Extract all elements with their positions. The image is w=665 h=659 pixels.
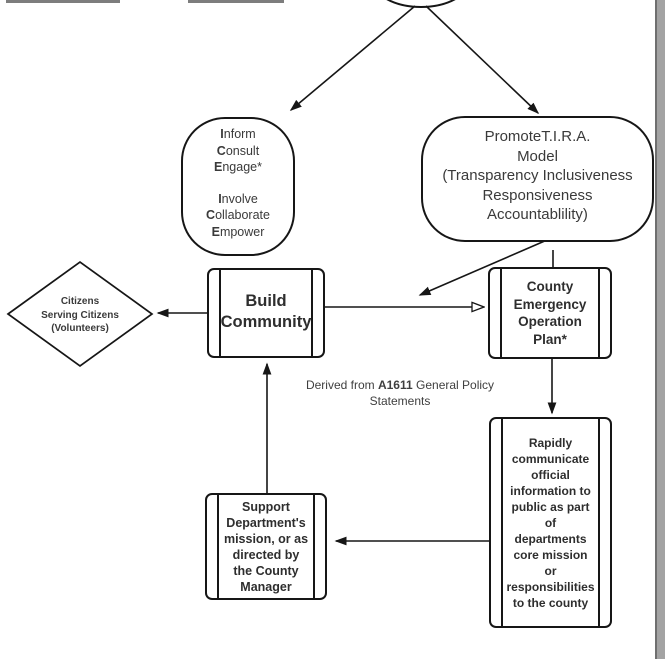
text-line: Involve <box>218 191 258 206</box>
text-line: Inform <box>220 127 256 141</box>
text-line: Empower <box>211 224 265 239</box>
build-community-node <box>207 268 325 358</box>
text-line: information to <box>510 484 591 498</box>
spectrum-spacer <box>183 176 293 191</box>
text-line: Plan* <box>533 331 567 347</box>
support-mission-node <box>205 493 327 600</box>
caption-suffix: General Policy Statements <box>369 378 495 408</box>
arrow-ellipse-to-spectrum <box>291 6 415 110</box>
text-line: Operation <box>518 314 582 329</box>
text-line: Community <box>220 313 312 331</box>
text-line: of <box>544 516 557 530</box>
volunteers-node-label <box>14 295 146 336</box>
text-line: Consult <box>216 143 260 158</box>
spectrum-node <box>181 117 295 256</box>
text-line: or <box>544 564 557 578</box>
text-line: (Transparency Inclusiveness <box>442 167 633 184</box>
text-line: official <box>531 468 570 482</box>
text-line: (Volunteers) <box>51 323 109 334</box>
caption-policy-code: A1611 <box>377 378 413 392</box>
text-line: Rapidly <box>528 436 573 450</box>
text-line: Build <box>245 292 287 310</box>
text-line: Model <box>517 147 558 165</box>
spectrum-group-1 <box>183 126 293 176</box>
build-community-text <box>209 291 323 333</box>
tira-text <box>423 127 652 225</box>
text-line: mission, or as <box>223 532 309 546</box>
text-line: County <box>526 279 574 294</box>
emergency-plan-node <box>488 267 612 359</box>
text-line: public as part <box>511 500 590 514</box>
text-line: Support <box>242 500 290 514</box>
text-line: Accountablility) <box>487 206 588 223</box>
text-line: responsibilities <box>506 580 595 594</box>
text-line: PromoteT.I.R.A. <box>484 128 591 145</box>
text-line: Collaborate <box>206 208 270 222</box>
text-line: Manager <box>240 580 292 594</box>
volunteers-text <box>14 295 146 336</box>
rapid-communication-node <box>489 417 612 628</box>
derivation-caption <box>305 377 495 409</box>
text-line: departments <box>514 532 587 546</box>
text-line: directed by <box>232 548 300 562</box>
text-line: the County <box>233 564 299 578</box>
text-line: Serving Citizens <box>41 309 119 321</box>
text-line: Citizens <box>60 296 100 307</box>
text-line: communicate <box>511 452 590 466</box>
top-ellipse-node <box>369 0 473 7</box>
emergency-plan-text <box>490 278 610 348</box>
text-line: Engage* <box>214 160 262 174</box>
rapid-communication-text <box>491 435 610 611</box>
tira-model-node <box>421 116 654 242</box>
arrow-ellipse-to-tira <box>426 6 538 113</box>
top-edge-shape-remnant <box>6 0 120 3</box>
top-edge-shape-remnant <box>188 0 284 3</box>
text-line: to the county <box>512 596 589 610</box>
right-scrollbar-track[interactable] <box>655 0 665 659</box>
spectrum-group-2 <box>183 191 293 241</box>
text-line: Responsiveness <box>482 186 593 204</box>
text-line: core mission <box>513 548 588 562</box>
caption-prefix: Derived from <box>305 378 378 392</box>
support-mission-text <box>207 499 325 595</box>
text-line: Department's <box>226 516 306 530</box>
text-line: Emergency <box>513 296 587 312</box>
